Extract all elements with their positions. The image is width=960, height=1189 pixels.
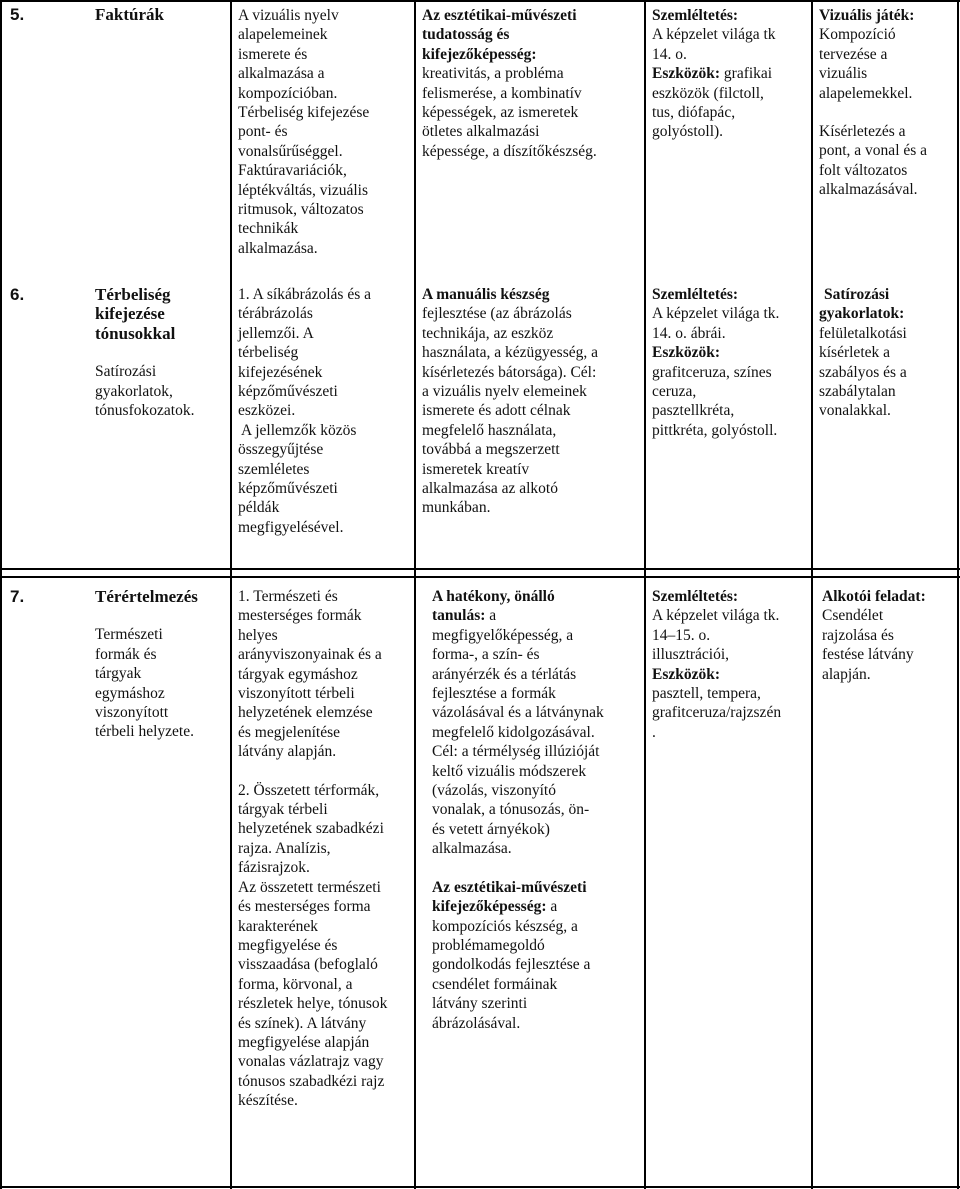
row-7-activity (822, 587, 956, 684)
activity-line: kísérletek a (819, 344, 891, 362)
content-line: helyzetének elemzése (238, 704, 373, 722)
dev-heading: kifejezőképesség: (422, 45, 537, 63)
topic-subtitle: formák és (95, 645, 157, 663)
content-line: forma, körvonal, a (238, 975, 353, 993)
content-line: és mesterséges forma (238, 898, 371, 916)
tools-line: A képzelet világa tk. (652, 305, 780, 323)
content-line: vonalsűrűséggel. (238, 142, 343, 160)
dev-line: (vázolás, viszonyító (432, 782, 556, 800)
content-line: kompozícióban. (238, 84, 338, 102)
activity-line: szabálytalan (819, 383, 896, 401)
content-line: Térbeliség kifejezése (238, 104, 370, 122)
content-line: szemléletes (238, 460, 310, 478)
content-line: technikák (238, 220, 299, 238)
content-line: vonalas vázlatrajz vagy (238, 1053, 384, 1071)
activity-label: gyakorlatok: (819, 305, 905, 323)
dev-line: keltő vizuális módszerek (432, 762, 587, 780)
tools-line: eszközök (filctoll, (652, 84, 764, 102)
row-5-number (10, 5, 24, 25)
table-border-right (957, 0, 959, 1189)
tools-line: . (652, 723, 656, 741)
dev-line: ötletes alkalmazási (422, 123, 540, 141)
activity-line: festése látvány (822, 646, 914, 664)
topic-subtitle: tárgyak (95, 665, 142, 683)
content-line: visszaadása (befoglaló (238, 956, 378, 974)
row-7-development (432, 587, 642, 1033)
content-line: mesterséges formák (238, 607, 362, 625)
tools-line: pasztellkréta, (652, 402, 735, 420)
dev-line: ismeretek kreatív (422, 460, 530, 478)
activity-line: alkalmazásával. (819, 181, 918, 199)
activity-line: alapján. (822, 665, 871, 683)
dev-line: kísérletezés bátorsága). Cél: (422, 363, 597, 381)
row-number: 5. (10, 5, 25, 24)
content-line: alkalmazása a (238, 65, 325, 83)
content-line: térbeliség (238, 344, 299, 362)
dev-line: képességek, az ismeretek (422, 104, 579, 122)
tools-label: Szemléltetés: (652, 588, 739, 605)
dev-heading: A hatékony, önálló (432, 588, 555, 605)
row-7-content (238, 587, 412, 1111)
content-line: megfigyelése és (238, 936, 338, 954)
dev-line: technikája, az eszköz (422, 324, 554, 342)
content-line: alkalmazása. (238, 239, 318, 257)
content-line: pont- és (238, 123, 288, 141)
activity-line: tervezése a (819, 45, 888, 63)
content-line: tónusos szabadkézi rajz (238, 1072, 385, 1090)
activity-line: pont, a vonal és a (819, 142, 928, 160)
dev-line: használata, a kézügyesség, a (422, 344, 599, 362)
content-line: 1. A síkábrázolás és a (238, 286, 372, 303)
tools-line: pittkréta, golyóstoll. (652, 421, 778, 439)
content-line: képzőművészeti (238, 383, 338, 401)
dev-line: ábrázolásával. (432, 1014, 521, 1032)
content-line: és színek). A látvány (238, 1014, 367, 1032)
row-5-content (238, 6, 410, 258)
dev-line: a (485, 607, 497, 625)
content-line: eszközei. (238, 402, 296, 420)
row-number: 6. (10, 285, 25, 304)
tools-line: grafikai (720, 65, 773, 83)
dev-line: Cél: a térmélység illúzióját (432, 743, 600, 761)
table-border-top (0, 0, 960, 2)
content-line: léptékváltás, vizuális (238, 181, 368, 199)
content-line: alapelemeinek (238, 26, 328, 44)
dev-line: vonalak, a tónusozás, ön- (432, 801, 590, 819)
content-line: rajza. Analízis, (238, 839, 331, 857)
table-border-row-divider (0, 576, 960, 578)
tools-line: 14. o. (652, 45, 687, 63)
tools-line: pasztell, tempera, (652, 685, 761, 703)
tools-label: Eszközök: (652, 344, 721, 362)
row-5-development (422, 6, 642, 161)
topic-title: kifejezése (95, 304, 165, 324)
column-divider (230, 0, 232, 1189)
content-line: A vizuális nyelv (238, 7, 339, 24)
content-line: és megjelenítése (238, 723, 340, 741)
content-line: megfigyelésével. (238, 518, 344, 536)
activity-line: alapelemekkel. (819, 84, 913, 102)
activity-line: vonalakkal. (819, 402, 891, 420)
topic-subtitle: egymáshoz (95, 684, 165, 702)
activity-line: folt változatos (819, 161, 908, 179)
activity-line: felületalkotási (819, 324, 907, 342)
dev-line: kompozíciós készség, a (432, 917, 578, 935)
topic-subtitle: térbeli helyzete. (95, 723, 194, 741)
tools-line: grafitceruza/rajzszén (652, 704, 782, 722)
content-line: Az összetett természeti (238, 878, 381, 896)
row-6-development (422, 285, 642, 518)
dev-heading: kifejezőképesség: (432, 898, 547, 916)
content-line: jellemzői. A (238, 324, 314, 342)
activity-line: Kompozíció (819, 26, 896, 44)
tools-line: illusztrációi, (652, 646, 730, 664)
content-line: 1. Természeti és (238, 588, 338, 605)
row-7-number (10, 587, 24, 607)
content-line: tárgyak egymáshoz (238, 665, 358, 683)
activity-line: Kísérletezés a (819, 123, 906, 141)
content-line: viszonyított térbeli (238, 685, 355, 703)
topic-subtitle: viszonyított (95, 704, 169, 722)
dev-line: fejlesztése a formák (432, 685, 556, 703)
dev-line: fejlesztése (az ábrázolás (422, 305, 572, 323)
content-line: térábrázolás (238, 305, 313, 323)
topic-subtitle: gyakorlatok, (95, 382, 173, 400)
dev-line: megfelelő használata, (422, 421, 557, 439)
tools-label: Szemléltetés: (652, 7, 739, 24)
dev-line: kreativitás, a probléma (422, 65, 564, 83)
content-line: helyes (238, 626, 278, 644)
dev-heading: Az esztétikai-művészeti (422, 7, 577, 24)
tools-line: 14. o. ábrái. (652, 324, 726, 342)
content-line: helyzetének szabadkézi (238, 820, 384, 838)
activity-line: Csendélet (822, 607, 884, 625)
topic-title: Térértelmezés (95, 587, 198, 606)
dev-line: megfelelő kidolgozásával. (432, 723, 595, 741)
content-line: kifejezésének (238, 363, 323, 381)
row-6-topic (95, 285, 227, 420)
dev-line: a (546, 898, 558, 916)
dev-line: továbbá a megszerzett (422, 441, 560, 459)
table-border-left (0, 0, 2, 1189)
tools-line: 14–15. o. (652, 626, 711, 644)
dev-line: és vetett árnyékok) (432, 820, 550, 838)
dev-heading: Az esztétikai-művészeti (432, 878, 587, 896)
dev-line: csendélet formáinak (432, 975, 558, 993)
tools-line: grafitceruza, színes (652, 363, 772, 381)
activity-label: Satírozási (824, 286, 890, 303)
tools-label: Eszközök: (652, 65, 721, 83)
row-5-activity (819, 6, 955, 200)
topic-title: tónusokkal (95, 323, 176, 343)
dev-line: alkalmazása. (432, 840, 512, 858)
row-6-activity (819, 285, 955, 421)
table-border-bottom (0, 1186, 960, 1188)
row-6-tools (652, 285, 810, 440)
content-line: ritmusok, változatos (238, 201, 364, 219)
column-divider (414, 0, 416, 1189)
row-6-content (238, 285, 410, 537)
column-divider (811, 0, 813, 1189)
content-line: karakterének (238, 917, 319, 935)
dev-line: arányérzék és a térlátás (432, 665, 577, 683)
activity-line: rajzolása és (822, 626, 894, 644)
dev-line: problémamegoldó (432, 936, 545, 954)
row-number: 7. (10, 587, 25, 606)
dev-heading: A manuális készség (422, 286, 550, 303)
dev-line: vázolásával és a látványnak (432, 704, 604, 722)
activity-label: Alkotói feladat: (822, 588, 926, 605)
dev-heading: tudatosság és (422, 26, 510, 44)
content-line: látvány alapján. (238, 743, 337, 761)
table-border-row-divider (0, 568, 960, 570)
activity-label: Vizuális játék: (819, 7, 915, 24)
row-6-number (10, 285, 24, 305)
topic-subtitle: Satírozási (95, 363, 157, 381)
content-line: készítése. (238, 1092, 298, 1110)
topic-subtitle: Természeti (95, 626, 163, 644)
topic-title: Faktúrák (95, 5, 164, 24)
dev-line: gondolkodás fejlesztése a (432, 956, 591, 974)
dev-line: ismerete és adott célnak (422, 402, 571, 420)
content-line: tárgyak térbeli (238, 801, 328, 819)
row-7-topic (95, 587, 229, 742)
content-line: fázisrajzok. (238, 859, 310, 877)
row-7-tools (652, 587, 810, 742)
tools-line: tus, diófapác, (652, 104, 736, 122)
tools-line: golyóstoll). (652, 123, 724, 141)
dev-line: a vizuális nyelv elemeinek (422, 383, 587, 401)
tools-line: ceruza, (652, 383, 697, 401)
content-line: Faktúravariációk, (238, 162, 347, 180)
dev-line: képessége, a díszítőkészség. (422, 142, 597, 160)
dev-line: munkában. (422, 499, 491, 517)
activity-line: szabályos és a (819, 363, 907, 381)
dev-line: látvány szerinti (432, 995, 528, 1013)
tools-label: Szemléltetés: (652, 286, 739, 303)
dev-line: alkalmazása az alkotó (422, 480, 558, 498)
content-line: részletek helye, tónusok (238, 995, 388, 1013)
content-line: ismerete és (238, 45, 308, 63)
tools-line: A képzelet világa tk (652, 26, 776, 44)
topic-title: Térbeliség (95, 285, 171, 304)
row-5-topic (95, 5, 225, 25)
dev-line: megfigyelőképesség, a (432, 626, 574, 644)
content-line: megfigyelése alapján (238, 1033, 370, 1051)
tools-line: A képzelet világa tk. (652, 607, 780, 625)
tools-label: Eszközök: (652, 665, 721, 683)
dev-heading: tanulás: (432, 607, 486, 625)
column-divider (644, 0, 646, 1189)
content-line: összegyűjtése (238, 441, 324, 459)
dev-line: felismerése, a kombinatív (422, 84, 582, 102)
content-line: 2. Összetett térformák, (238, 781, 380, 799)
topic-subtitle: tónusfokozatok. (95, 402, 195, 420)
activity-line: vizuális (819, 65, 868, 83)
content-line: arányviszonyainak és a (238, 646, 382, 664)
dev-line: forma-, a szín- és (432, 646, 540, 664)
content-line: példák (238, 499, 280, 517)
content-line: képzőművészeti (238, 480, 338, 498)
row-5-tools (652, 6, 810, 142)
content-line: A jellemzők közös (238, 421, 357, 439)
